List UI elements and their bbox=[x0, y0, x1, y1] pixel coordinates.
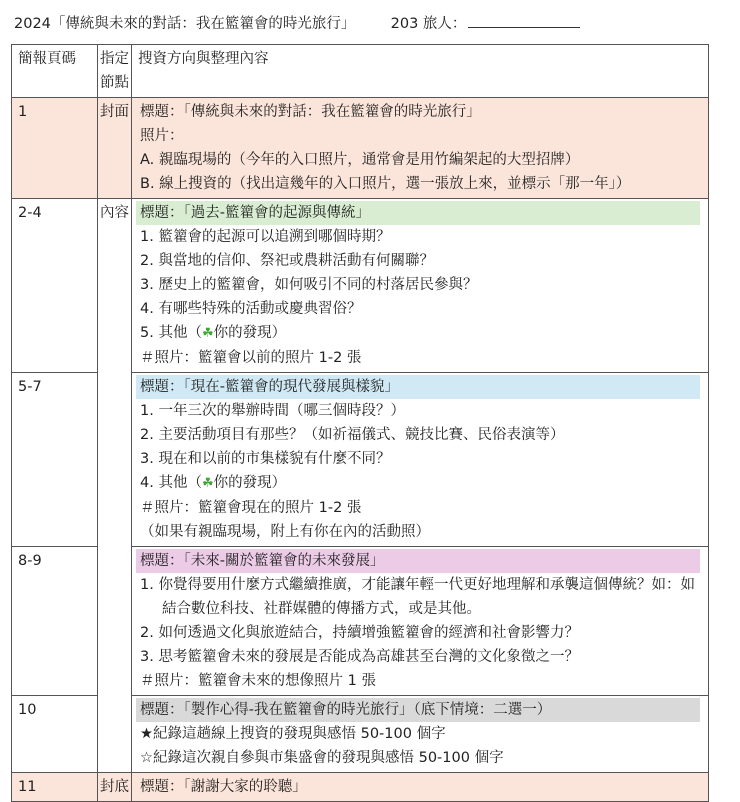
list-item: 2. 主要活動項目有那些？（如祈福儀式、競技比賽、民俗表演等） bbox=[140, 427, 565, 443]
row-pages: 10 bbox=[12, 696, 98, 773]
clover-icon: ☘ bbox=[201, 326, 214, 341]
header-node-line2: 節點 bbox=[100, 75, 129, 91]
row-title: 標題：「未來-關於籃籊會的未來發展」 bbox=[136, 549, 700, 573]
row-node: 內容 bbox=[98, 199, 132, 773]
name-blank-line bbox=[468, 13, 580, 28]
row-pages: 8-9 bbox=[12, 547, 98, 696]
row-title: 標題：「謝謝大家的聆聽」 bbox=[140, 779, 307, 795]
list-item: B. 線上搜資的（找出這幾年的入口照片，選一張放上來，並標示「那一年」） bbox=[140, 176, 631, 192]
other-suffix: 你的發現） bbox=[213, 475, 287, 491]
header-pages: 簡報頁碼 bbox=[12, 45, 98, 98]
list-item: 1. 一年三次的舉辦時間（哪三個時段？） bbox=[140, 403, 405, 419]
list-item: A. 親臨現場的（今年的入口照片，通常會是用竹編架起的大型招牌） bbox=[140, 152, 580, 168]
table-row bbox=[12, 98, 709, 199]
row-pages: 11 bbox=[12, 773, 98, 802]
row-content bbox=[132, 696, 709, 773]
list-item: 2. 如何透過文化與旅遊結合，持續增強籃籊會的經濟和社會影響力？ bbox=[140, 625, 579, 641]
row-content bbox=[132, 98, 709, 199]
row-content bbox=[132, 199, 709, 373]
list-item: ★紀錄這趟線上搜資的發現與感悟 50-100 個字 bbox=[140, 726, 446, 742]
table-row bbox=[12, 199, 709, 373]
row-content bbox=[132, 547, 709, 696]
photo-note: ＃照片：籃籊會未來的想像照片 1 張 bbox=[140, 673, 376, 689]
row-content bbox=[132, 773, 709, 802]
clover-icon: ☘ bbox=[201, 476, 214, 491]
row-title: 標題：「過去-籃籊會的起源與傳統」 bbox=[136, 201, 700, 225]
extra-note: （如果有親臨現場，附上有你在內的活動照） bbox=[140, 524, 430, 540]
list-item: 照片： bbox=[140, 128, 184, 144]
document-title: 2024「傳統與未來的對話：我在籃籊會的時光旅行」 bbox=[14, 16, 356, 32]
table-header-row bbox=[12, 45, 709, 98]
photo-note: ＃照片：籃籊會現在的照片 1-2 張 bbox=[140, 500, 362, 516]
list-item bbox=[136, 321, 700, 346]
other-prefix: 5. 其他（ bbox=[140, 325, 202, 341]
row-title: 標題：「製作心得-我在籃籊會的時光旅行」（底下情境：二選一） bbox=[136, 698, 700, 722]
row-pages: 5-7 bbox=[12, 373, 98, 547]
row-node: 封面 bbox=[98, 98, 132, 199]
row-pages: 1 bbox=[12, 98, 98, 199]
list-item: 3. 歷史上的籃籊會，如何吸引不同的村落居民參與？ bbox=[140, 277, 478, 293]
other-suffix: 你的發現） bbox=[213, 325, 287, 341]
header-content: 搜資方向與整理內容 bbox=[132, 45, 709, 98]
list-item: 3. 現在和以前的市集樣貌有什麼不同？ bbox=[140, 451, 391, 467]
list-item: 1. 籃籊會的起源可以追溯到哪個時期？ bbox=[140, 229, 391, 245]
list-item: 2. 與當地的信仰、祭祀或農耕活動有何關聯？ bbox=[140, 253, 434, 269]
header-node bbox=[98, 45, 132, 98]
list-item: ☆紀錄這次親自參與市集盛會的發現與感悟 50-100 個字 bbox=[140, 750, 504, 766]
row-content bbox=[132, 373, 709, 547]
row-title: 標題：「傳統與未來的對話：我在籃籊會的時光旅行」 bbox=[140, 104, 481, 120]
list-item bbox=[136, 471, 700, 496]
presentation-plan-table bbox=[11, 44, 709, 802]
list-item: 3. 思考籃籊會未來的發展是否能成為高雄甚至台灣的文化象徵之一？ bbox=[140, 649, 579, 665]
list-item: 4. 有哪些特殊的活動或慶典習俗？ bbox=[140, 301, 362, 317]
header-node-line1: 指定 bbox=[100, 51, 129, 67]
table-row bbox=[12, 773, 709, 802]
photo-note: ＃照片：籃籊會以前的照片 1-2 張 bbox=[140, 350, 362, 366]
document-header bbox=[14, 12, 580, 33]
other-prefix: 4. 其他（ bbox=[140, 475, 202, 491]
row-pages: 2-4 bbox=[12, 199, 98, 373]
class-label: 203 旅人： bbox=[390, 16, 467, 32]
row-title: 標題：「現在-籃籊會的現代發展與樣貌」 bbox=[136, 375, 700, 399]
row-node: 封底 bbox=[98, 773, 132, 802]
list-item: 1. 你覺得要用什麼方式繼續推廣，才能讓年輕一代更好地理解和承襲這個傳統？如：如結合數位科技、社群媒體的傳播方式，或是其他。 bbox=[140, 577, 695, 617]
